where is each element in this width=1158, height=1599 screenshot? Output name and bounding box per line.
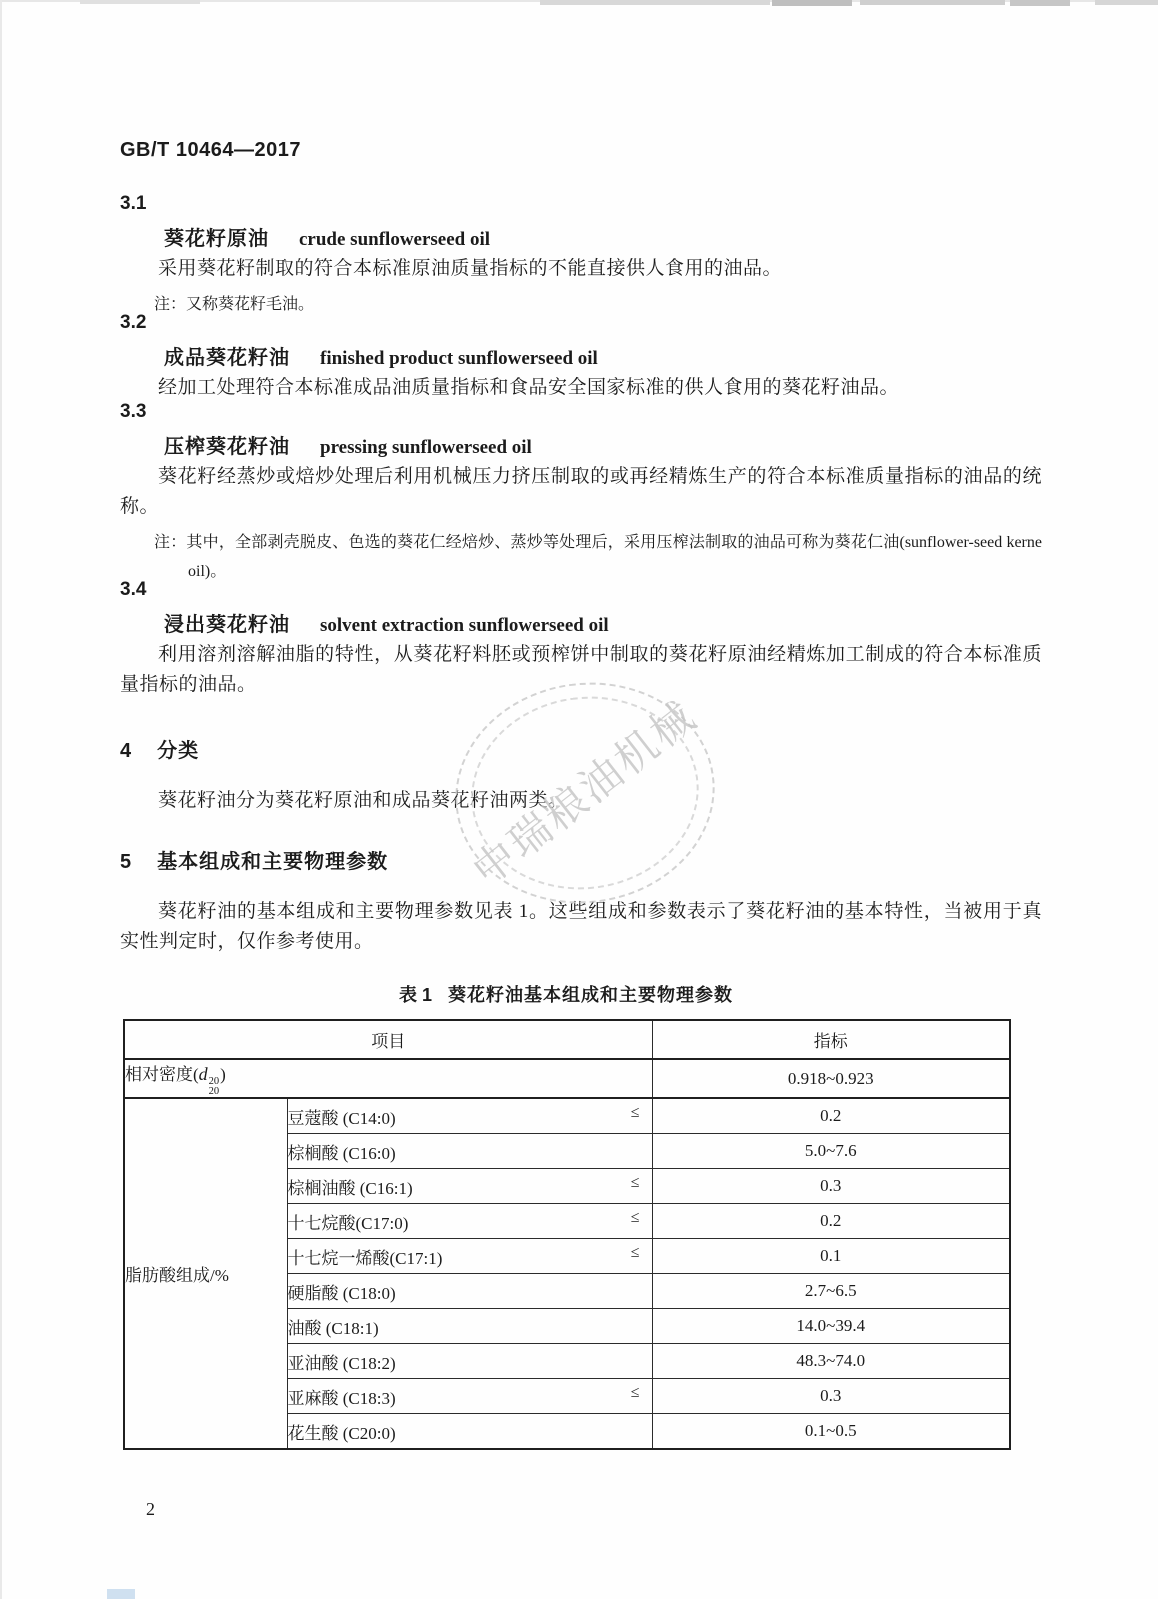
column-header-item: 项目 [124, 1020, 652, 1059]
le-symbol: ≤ [630, 1383, 640, 1401]
term-english: solvent extraction sunflowerseed oil [320, 615, 609, 636]
acid-name: 十七烷酸(C17:0) ≤ [287, 1204, 652, 1239]
chapter-title: 分类 [157, 740, 200, 762]
acid-value: 0.1 [652, 1239, 1010, 1274]
definition-text: 采用葵花籽制取的符合本标准原油质量指标的不能直接供人食用的油品。 [158, 258, 783, 279]
term-line [120, 608, 1042, 638]
acid-value: 0.2 [652, 1204, 1010, 1239]
term-english: pressing sunflowerseed oil [320, 437, 532, 458]
acid-value: 0.1~0.5 [652, 1414, 1010, 1450]
section-number: 3.3 [120, 401, 147, 422]
column-header-index: 指标 [652, 1020, 1010, 1059]
scan-artifact [540, 0, 770, 5]
term-chinese: 压榨葵花籽油 [164, 436, 290, 458]
term-line [120, 222, 1042, 252]
scan-artifact-blue-mark [107, 1589, 135, 1599]
acid-value: 0.3 [652, 1169, 1010, 1204]
term-chinese: 成品葵花籽油 [164, 347, 290, 369]
section-3-4 [120, 579, 1042, 700]
acid-value: 48.3~74.0 [652, 1344, 1010, 1379]
note-text: 注：其中，全部剥壳脱皮、色选的葵花仁经焙炒、蒸炒等处理后，采用压榨法制取的油品可称为葵花仁油(sunflower-seed kerne oil)。 [154, 534, 1042, 580]
table-row-density [124, 1059, 1010, 1098]
le-symbol: ≤ [630, 1208, 640, 1226]
scan-artifact-left-line [0, 0, 2, 1599]
table-caption-title: 葵花籽油基本组成和主要物理参数 [448, 985, 733, 1005]
table-1-caption [123, 981, 1009, 1007]
le-symbol: ≤ [630, 1243, 640, 1261]
acid-name: 十七烷一烯酸(C17:1) ≤ [287, 1239, 652, 1274]
acid-value: 0.3 [652, 1379, 1010, 1414]
scan-artifact [1010, 0, 1070, 6]
acid-name: 亚油酸 (C18:2) [287, 1344, 652, 1379]
scan-artifact [1095, 0, 1158, 5]
scan-artifact [80, 0, 200, 4]
acid-name: 油酸 (C18:1) [287, 1309, 652, 1344]
density-symbol: d [198, 1064, 208, 1084]
acid-name: 亚麻酸 (C18:3) ≤ [287, 1379, 652, 1414]
term-english: crude sunflowerseed oil [299, 229, 491, 250]
chapter-4-body [120, 786, 1042, 816]
density-value: 0.918~0.923 [652, 1059, 1010, 1098]
density-label: 相对密度(d 20 20 ) [124, 1059, 652, 1098]
term-line [120, 341, 1042, 371]
table-1 [123, 1019, 1011, 1450]
definition-text: 利用溶剂溶解油脂的特性，从葵花籽料胚或预榨饼中制取的葵花籽原油经精炼加工制成的符合本标准质量指标的油品。 [120, 644, 1042, 695]
acid-name: 豆蔻酸 (C14:0) ≤ [287, 1098, 652, 1134]
acid-name: 棕榈油酸 (C16:1) ≤ [287, 1169, 652, 1204]
density-sup-sub: 20 20 [208, 1076, 220, 1097]
section-number: 3.1 [120, 193, 147, 214]
scan-artifact [772, 0, 852, 6]
chapter-5-heading [120, 845, 388, 874]
table-header-row [124, 1020, 1010, 1059]
definition-text: 葵花籽经蒸炒或焙炒处理后利用机械压力挤压制取的或再经精炼生产的符合本标准质量指标的油品的统称。 [120, 466, 1042, 517]
standard-number-header: GB/T 10464—2017 [120, 139, 301, 161]
scan-artifact [860, 0, 1005, 5]
definition-text: 经加工处理符合本标准成品油质量指标和食品安全国家标准的供人食用的葵花籽油品。 [158, 377, 900, 398]
page-number: 2 [146, 1499, 155, 1519]
section-3-2 [120, 312, 1042, 403]
note-text: 注：又称葵花籽毛油。 [154, 296, 315, 313]
chapter-5-text: 葵花籽油的基本组成和主要物理参数见表 1。这些组成和参数表示了葵花籽油的基本特性，当被用于真实性判定时，仅作参考使用。 [120, 901, 1042, 952]
section-number: 3.2 [120, 312, 147, 333]
acid-name: 棕榈酸 (C16:0) [287, 1134, 652, 1169]
acid-name: 硬脂酸 (C18:0) [287, 1274, 652, 1309]
acid-value: 2.7~6.5 [652, 1274, 1010, 1309]
table-caption-label: 表 1 [398, 985, 432, 1005]
chapter-number: 5 [120, 851, 132, 873]
table-row [124, 1098, 1010, 1134]
le-symbol: ≤ [630, 1173, 640, 1191]
acid-name: 花生酸 (C20:0) [287, 1414, 652, 1450]
acid-value: 14.0~39.4 [652, 1309, 1010, 1344]
term-chinese: 浸出葵花籽油 [164, 614, 290, 636]
section-3-3 [120, 401, 1042, 586]
chapter-4-heading [120, 734, 199, 763]
term-english: finished product sunflowerseed oil [320, 348, 598, 369]
acid-value: 5.0~7.6 [652, 1134, 1010, 1169]
section-3-1 [120, 193, 1042, 319]
term-chinese: 葵花籽原油 [164, 228, 269, 250]
acid-value: 0.2 [652, 1098, 1010, 1134]
section-number: 3.4 [120, 579, 147, 600]
chapter-4-text: 葵花籽油分为葵花籽原油和成品葵花籽油两类。 [158, 790, 568, 811]
watermark-text: 中瑞粮油机械 [463, 691, 706, 895]
chapter-number: 4 [120, 740, 132, 762]
le-symbol: ≤ [630, 1103, 640, 1121]
chapter-5-body [120, 897, 1042, 957]
group-label: 脂肪酸组成/% [124, 1098, 287, 1449]
term-line [120, 430, 1042, 460]
chapter-title: 基本组成和主要物理参数 [157, 851, 389, 873]
